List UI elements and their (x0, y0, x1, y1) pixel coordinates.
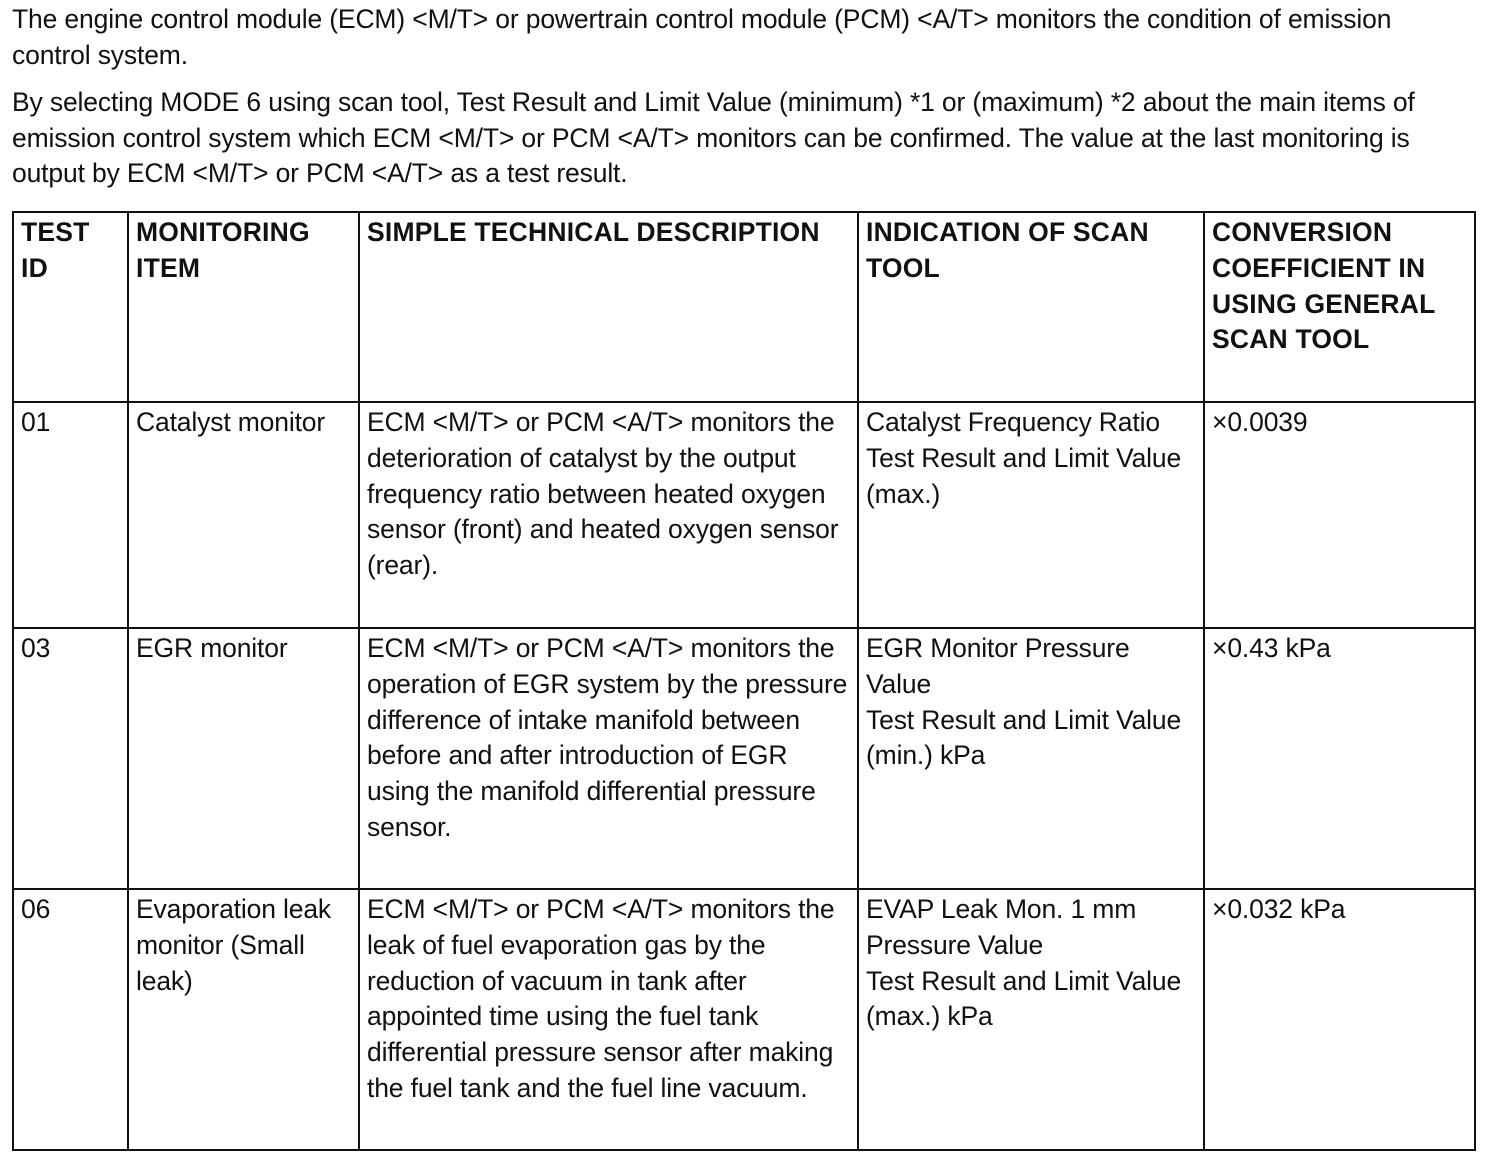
header-description: SIMPLE TECHNICAL DESCRIPTION (359, 212, 858, 402)
cell-conversion: ×0.43 kPa (1204, 628, 1475, 889)
cell-description: ECM <M/T> or PCM <A/T> monitors the leak of fuel evaporation gas by the reduction of vacuum in tank after appointed time using the fuel tank differential pressure sensor after making the fuel tank and the fuel line vacuum. (359, 889, 858, 1150)
intro-paragraph-1: The engine control module (ECM) <M/T> or powertrain control module (PCM) <A/T> monitors the condition of emission control system. (12, 4, 1392, 70)
mode6-table (12, 211, 1476, 1151)
cell-test-id: 06 (13, 889, 128, 1150)
intro-paragraph-2: By selecting MODE 6 using scan tool, Test Result and Limit Value (minimum) *1 or (maximum) *2 about the main items of emission control system which ECM <M/T> or PCM <A/T> monitors can be confirmed. The value at the last monitoring is output by ECM <M/T> or PCM <A/T> as a test result. (12, 87, 1415, 188)
cell-description: ECM <M/T> or PCM <A/T> monitors the operation of EGR system by the pressure difference of intake manifold between before and after introduction of EGR using the manifold differential pressure sensor. (359, 628, 858, 889)
header-conversion: CONVERSION COEFFICIENT IN USING GENERAL SCAN TOOL (1204, 212, 1475, 402)
cell-description: ECM <M/T> or PCM <A/T> monitors the deterioration of catalyst by the output frequency ratio between heated oxygen sensor (front) and heated oxygen sensor (rear). (359, 402, 858, 628)
document-page (12, 2, 1474, 192)
cell-test-id: 01 (13, 402, 128, 628)
header-monitoring-item: MONITORING ITEM (128, 212, 359, 402)
cell-monitoring-item: Evaporation leak monitor (Small leak) (128, 889, 359, 1150)
cell-indication: EGR Monitor Pressure Value Test Result and Limit Value (min.) kPa (858, 628, 1204, 889)
cell-conversion: ×0.032 kPa (1204, 889, 1475, 1150)
table-header-row (13, 212, 1475, 402)
cell-indication: EVAP Leak Mon. 1 mm Pressure Value Test Result and Limit Value (max.) kPa (858, 889, 1204, 1150)
table-row (13, 889, 1475, 1150)
header-indication: INDICATION OF SCAN TOOL (858, 212, 1204, 402)
cell-conversion: ×0.0039 (1204, 402, 1475, 628)
cell-monitoring-item: EGR monitor (128, 628, 359, 889)
cell-test-id: 03 (13, 628, 128, 889)
cell-monitoring-item: Catalyst monitor (128, 402, 359, 628)
table-row (13, 628, 1475, 889)
header-test-id: TEST ID (13, 212, 128, 402)
table-row (13, 402, 1475, 628)
cell-indication: Catalyst Frequency Ratio Test Result and Limit Value (max.) (858, 402, 1204, 628)
